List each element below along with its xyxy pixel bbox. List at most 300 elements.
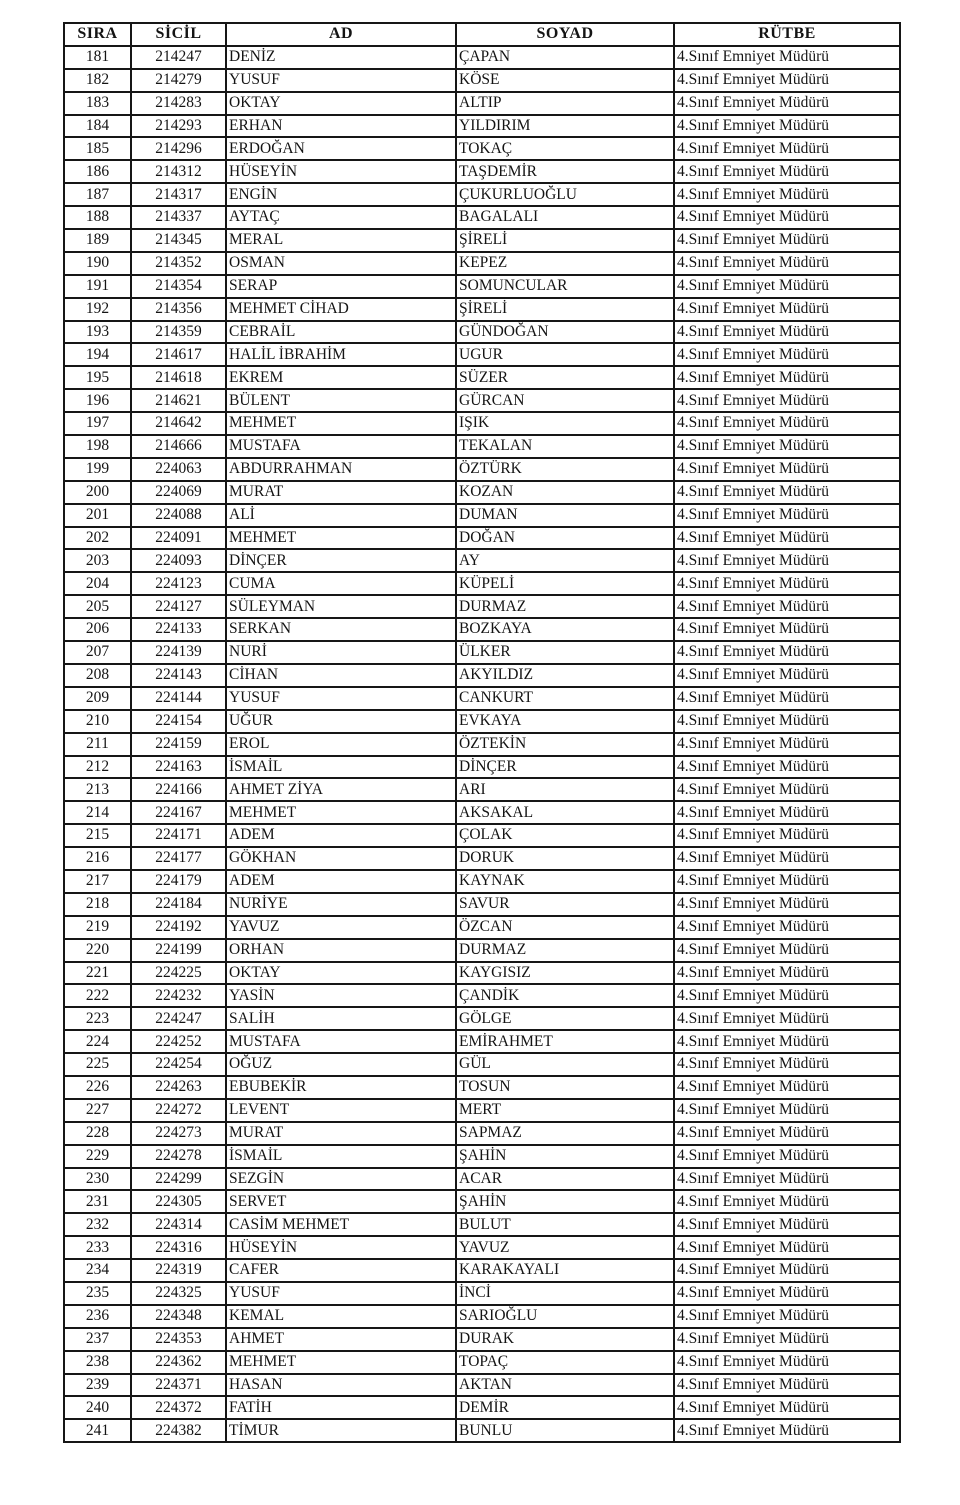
table-row <box>64 1259 900 1282</box>
sicil-cell: 224192 <box>131 916 226 939</box>
table-row <box>64 893 900 916</box>
sira-cell: 210 <box>64 710 131 733</box>
sira-cell: 189 <box>64 229 131 252</box>
sicil-cell: 224063 <box>131 458 226 481</box>
soyad-cell: MERT <box>456 1099 674 1122</box>
table-row <box>64 527 900 550</box>
sicil-cell: 224184 <box>131 893 226 916</box>
sira-cell: 225 <box>64 1053 131 1076</box>
sira-cell: 207 <box>64 641 131 664</box>
sira-cell: 214 <box>64 801 131 824</box>
sira-cell: 194 <box>64 343 131 366</box>
rutbe-cell: 4.Sınıf Emniyet Müdürü <box>674 1122 900 1145</box>
rutbe-cell: 4.Sınıf Emniyet Müdürü <box>674 504 900 527</box>
sicil-cell: 224254 <box>131 1053 226 1076</box>
sicil-cell: 224159 <box>131 733 226 756</box>
rutbe-cell: 4.Sınıf Emniyet Müdürü <box>674 115 900 138</box>
sira-cell: 199 <box>64 458 131 481</box>
ad-cell: TİMUR <box>226 1419 456 1442</box>
rutbe-cell: 4.Sınıf Emniyet Müdürü <box>674 1374 900 1397</box>
sicil-cell: 224278 <box>131 1145 226 1168</box>
ad-cell: DENİZ <box>226 46 456 69</box>
sicil-cell: 214356 <box>131 298 226 321</box>
sicil-cell: 214359 <box>131 321 226 344</box>
soyad-cell: EVKAYA <box>456 710 674 733</box>
table-row <box>64 435 900 458</box>
ad-cell: HASAN <box>226 1374 456 1397</box>
table-body <box>64 46 900 1442</box>
ad-cell: ORHAN <box>226 939 456 962</box>
table-row <box>64 847 900 870</box>
ad-cell: SÜLEYMAN <box>226 595 456 618</box>
sicil-cell: 224372 <box>131 1396 226 1419</box>
soyad-cell: SÜZER <box>456 366 674 389</box>
soyad-cell: KÜPELİ <box>456 572 674 595</box>
soyad-cell: TOPAÇ <box>456 1351 674 1374</box>
sira-cell: 230 <box>64 1168 131 1191</box>
rutbe-cell: 4.Sınıf Emniyet Müdürü <box>674 321 900 344</box>
ad-cell: MEHMET <box>226 1351 456 1374</box>
soyad-cell: DURMAZ <box>456 939 674 962</box>
table-row <box>64 137 900 160</box>
ad-cell: MERAL <box>226 229 456 252</box>
ad-cell: SERAP <box>226 275 456 298</box>
rutbe-cell: 4.Sınıf Emniyet Müdürü <box>674 298 900 321</box>
rutbe-cell: 4.Sınıf Emniyet Müdürü <box>674 595 900 618</box>
sicil-cell: 224252 <box>131 1030 226 1053</box>
table-row <box>64 160 900 183</box>
table-row <box>64 984 900 1007</box>
sira-cell: 221 <box>64 962 131 985</box>
soyad-cell: ÇOLAK <box>456 824 674 847</box>
ad-cell: İSMAİL <box>226 756 456 779</box>
sicil-cell: 214618 <box>131 366 226 389</box>
table-row <box>64 412 900 435</box>
rutbe-cell: 4.Sınıf Emniyet Müdürü <box>674 756 900 779</box>
sira-cell: 238 <box>64 1351 131 1374</box>
sira-cell: 227 <box>64 1099 131 1122</box>
soyad-cell: ÖZTEKİN <box>456 733 674 756</box>
rutbe-cell: 4.Sınıf Emniyet Müdürü <box>674 984 900 1007</box>
sira-cell: 206 <box>64 618 131 641</box>
table-row <box>64 756 900 779</box>
ad-cell: ADEM <box>226 870 456 893</box>
ad-cell: İSMAİL <box>226 1145 456 1168</box>
sicil-cell: 224319 <box>131 1259 226 1282</box>
soyad-cell: ÜLKER <box>456 641 674 664</box>
table-row <box>64 1076 900 1099</box>
soyad-cell: ÇAPAN <box>456 46 674 69</box>
rutbe-cell: 4.Sınıf Emniyet Müdürü <box>674 1007 900 1030</box>
rutbe-cell: 4.Sınıf Emniyet Müdürü <box>674 641 900 664</box>
sira-cell: 220 <box>64 939 131 962</box>
sicil-cell: 214352 <box>131 252 226 275</box>
ad-cell: CUMA <box>226 572 456 595</box>
table-row <box>64 1374 900 1397</box>
sicil-cell: 224166 <box>131 778 226 801</box>
table-row <box>64 1305 900 1328</box>
rutbe-cell: 4.Sınıf Emniyet Müdürü <box>674 664 900 687</box>
sira-cell: 216 <box>64 847 131 870</box>
table-row <box>64 549 900 572</box>
ad-cell: CASİM MEHMET <box>226 1213 456 1236</box>
sira-cell: 182 <box>64 69 131 92</box>
rutbe-cell: 4.Sınıf Emniyet Müdürü <box>674 1419 900 1442</box>
table-row <box>64 1053 900 1076</box>
rutbe-cell: 4.Sınıf Emniyet Müdürü <box>674 1282 900 1305</box>
sira-cell: 231 <box>64 1190 131 1213</box>
soyad-cell: AY <box>456 549 674 572</box>
ad-cell: DİNÇER <box>226 549 456 572</box>
table-row <box>64 824 900 847</box>
ad-cell: YUSUF <box>226 69 456 92</box>
rutbe-cell: 4.Sınıf Emniyet Müdürü <box>674 618 900 641</box>
sicil-cell: 224225 <box>131 962 226 985</box>
table-row <box>64 1328 900 1351</box>
sira-cell: 181 <box>64 46 131 69</box>
sicil-cell: 224144 <box>131 687 226 710</box>
soyad-cell: KAYNAK <box>456 870 674 893</box>
sira-cell: 209 <box>64 687 131 710</box>
soyad-cell: DORUK <box>456 847 674 870</box>
ad-cell: ERHAN <box>226 115 456 138</box>
soyad-cell: YILDIRIM <box>456 115 674 138</box>
table-row <box>64 298 900 321</box>
ad-cell: MURAT <box>226 481 456 504</box>
sicil-cell: 224139 <box>131 641 226 664</box>
rutbe-cell: 4.Sınıf Emniyet Müdürü <box>674 847 900 870</box>
sira-cell: 197 <box>64 412 131 435</box>
rutbe-cell: 4.Sınıf Emniyet Müdürü <box>674 733 900 756</box>
sicil-cell: 224353 <box>131 1328 226 1351</box>
rutbe-cell: 4.Sınıf Emniyet Müdürü <box>674 1099 900 1122</box>
sira-cell: 211 <box>64 733 131 756</box>
rutbe-cell: 4.Sınıf Emniyet Müdürü <box>674 801 900 824</box>
table-row <box>64 343 900 366</box>
ad-cell: UĞUR <box>226 710 456 733</box>
table-row <box>64 1099 900 1122</box>
table-row <box>64 366 900 389</box>
soyad-cell: DURAK <box>456 1328 674 1351</box>
ad-cell: OSMAN <box>226 252 456 275</box>
soyad-cell: ÇUKURLUOĞLU <box>456 183 674 206</box>
table-row <box>64 229 900 252</box>
sicil-cell: 224362 <box>131 1351 226 1374</box>
rutbe-cell: 4.Sınıf Emniyet Müdürü <box>674 275 900 298</box>
sira-cell: 229 <box>64 1145 131 1168</box>
sira-cell: 191 <box>64 275 131 298</box>
rutbe-cell: 4.Sınıf Emniyet Müdürü <box>674 710 900 733</box>
ad-cell: MEHMET CİHAD <box>226 298 456 321</box>
table-row <box>64 595 900 618</box>
sira-cell: 239 <box>64 1374 131 1397</box>
soyad-cell: ÇANDİK <box>456 984 674 1007</box>
table-row <box>64 92 900 115</box>
column-header-sira: SIRA <box>64 23 131 46</box>
rutbe-cell: 4.Sınıf Emniyet Müdürü <box>674 458 900 481</box>
rutbe-cell: 4.Sınıf Emniyet Müdürü <box>674 481 900 504</box>
sicil-cell: 214621 <box>131 389 226 412</box>
rutbe-cell: 4.Sınıf Emniyet Müdürü <box>674 1053 900 1076</box>
sira-cell: 205 <box>64 595 131 618</box>
sira-cell: 193 <box>64 321 131 344</box>
rutbe-cell: 4.Sınıf Emniyet Müdürü <box>674 1145 900 1168</box>
rutbe-cell: 4.Sınıf Emniyet Müdürü <box>674 1396 900 1419</box>
table-row <box>64 962 900 985</box>
soyad-cell: YAVUZ <box>456 1236 674 1259</box>
soyad-cell: AKTAN <box>456 1374 674 1397</box>
ad-cell: OKTAY <box>226 962 456 985</box>
rutbe-cell: 4.Sınıf Emniyet Müdürü <box>674 549 900 572</box>
table-row <box>64 275 900 298</box>
table-row <box>64 1419 900 1442</box>
sicil-cell: 224177 <box>131 847 226 870</box>
ad-cell: YUSUF <box>226 687 456 710</box>
soyad-cell: BAGALALI <box>456 206 674 229</box>
rutbe-cell: 4.Sınıf Emniyet Müdürü <box>674 778 900 801</box>
ad-cell: MEHMET <box>226 412 456 435</box>
ad-cell: EROL <box>226 733 456 756</box>
table-row <box>64 572 900 595</box>
ad-cell: ABDURRAHMAN <box>226 458 456 481</box>
sicil-cell: 224263 <box>131 1076 226 1099</box>
column-header-rutbe: RÜTBE <box>674 23 900 46</box>
soyad-cell: TEKALAN <box>456 435 674 458</box>
soyad-cell: EMİRAHMET <box>456 1030 674 1053</box>
sicil-cell: 224199 <box>131 939 226 962</box>
rutbe-cell: 4.Sınıf Emniyet Müdürü <box>674 137 900 160</box>
rutbe-cell: 4.Sınıf Emniyet Müdürü <box>674 916 900 939</box>
rutbe-cell: 4.Sınıf Emniyet Müdürü <box>674 366 900 389</box>
sira-cell: 217 <box>64 870 131 893</box>
soyad-cell: KARAKAYALI <box>456 1259 674 1282</box>
soyad-cell: SOMUNCULAR <box>456 275 674 298</box>
sicil-cell: 224167 <box>131 801 226 824</box>
rutbe-cell: 4.Sınıf Emniyet Müdürü <box>674 92 900 115</box>
sicil-cell: 224316 <box>131 1236 226 1259</box>
table-row <box>64 1396 900 1419</box>
rutbe-cell: 4.Sınıf Emniyet Müdürü <box>674 412 900 435</box>
ad-cell: CEBRAİL <box>226 321 456 344</box>
table-row <box>64 733 900 756</box>
sira-cell: 202 <box>64 527 131 550</box>
sira-cell: 198 <box>64 435 131 458</box>
soyad-cell: DURMAZ <box>456 595 674 618</box>
rutbe-cell: 4.Sınıf Emniyet Müdürü <box>674 46 900 69</box>
soyad-cell: CANKURT <box>456 687 674 710</box>
soyad-cell: GÖLGE <box>456 1007 674 1030</box>
soyad-cell: AKSAKAL <box>456 801 674 824</box>
soyad-cell: DUMAN <box>456 504 674 527</box>
table-row <box>64 778 900 801</box>
sicil-cell: 224273 <box>131 1122 226 1145</box>
ad-cell: SEZGİN <box>226 1168 456 1191</box>
sira-cell: 204 <box>64 572 131 595</box>
table-row <box>64 1282 900 1305</box>
sira-cell: 185 <box>64 137 131 160</box>
rutbe-cell: 4.Sınıf Emniyet Müdürü <box>674 527 900 550</box>
ad-cell: OKTAY <box>226 92 456 115</box>
table-row <box>64 458 900 481</box>
soyad-cell: TAŞDEMİR <box>456 160 674 183</box>
sira-cell: 232 <box>64 1213 131 1236</box>
ad-cell: LEVENT <box>226 1099 456 1122</box>
rutbe-cell: 4.Sınıf Emniyet Müdürü <box>674 893 900 916</box>
rutbe-cell: 4.Sınıf Emniyet Müdürü <box>674 435 900 458</box>
sira-cell: 188 <box>64 206 131 229</box>
soyad-cell: IŞIK <box>456 412 674 435</box>
ad-cell: MUSTAFA <box>226 435 456 458</box>
sicil-cell: 214296 <box>131 137 226 160</box>
sira-cell: 223 <box>64 1007 131 1030</box>
rutbe-cell: 4.Sınıf Emniyet Müdürü <box>674 229 900 252</box>
table-row <box>64 183 900 206</box>
column-header-ad: AD <box>226 23 456 46</box>
rutbe-cell: 4.Sınıf Emniyet Müdürü <box>674 1213 900 1236</box>
soyad-cell: GÜL <box>456 1053 674 1076</box>
rutbe-cell: 4.Sınıf Emniyet Müdürü <box>674 1259 900 1282</box>
personnel-roster-table <box>63 22 901 1443</box>
soyad-cell: ÖZCAN <box>456 916 674 939</box>
rutbe-cell: 4.Sınıf Emniyet Müdürü <box>674 206 900 229</box>
rutbe-cell: 4.Sınıf Emniyet Müdürü <box>674 160 900 183</box>
soyad-cell: TOKAÇ <box>456 137 674 160</box>
sicil-cell: 214354 <box>131 275 226 298</box>
ad-cell: ERDOĞAN <box>226 137 456 160</box>
rutbe-cell: 4.Sınıf Emniyet Müdürü <box>674 939 900 962</box>
rutbe-cell: 4.Sınıf Emniyet Müdürü <box>674 870 900 893</box>
sira-cell: 186 <box>64 160 131 183</box>
sira-cell: 195 <box>64 366 131 389</box>
rutbe-cell: 4.Sınıf Emniyet Müdürü <box>674 1351 900 1374</box>
sira-cell: 192 <box>64 298 131 321</box>
sicil-cell: 224154 <box>131 710 226 733</box>
sicil-cell: 224093 <box>131 549 226 572</box>
sira-cell: 184 <box>64 115 131 138</box>
table-row <box>64 252 900 275</box>
sira-cell: 234 <box>64 1259 131 1282</box>
column-header-soyad: SOYAD <box>456 23 674 46</box>
soyad-cell: GÜNDOĞAN <box>456 321 674 344</box>
ad-cell: NURİYE <box>226 893 456 916</box>
ad-cell: BÜLENT <box>226 389 456 412</box>
table-row <box>64 1007 900 1030</box>
soyad-cell: SAVUR <box>456 893 674 916</box>
sicil-cell: 224348 <box>131 1305 226 1328</box>
sicil-cell: 214317 <box>131 183 226 206</box>
ad-cell: HÜSEYİN <box>226 1236 456 1259</box>
ad-cell: AHMET ZİYA <box>226 778 456 801</box>
sira-cell: 233 <box>64 1236 131 1259</box>
ad-cell: MURAT <box>226 1122 456 1145</box>
sira-cell: 213 <box>64 778 131 801</box>
ad-cell: AHMET <box>226 1328 456 1351</box>
table-row <box>64 1190 900 1213</box>
soyad-cell: ÖZTÜRK <box>456 458 674 481</box>
soyad-cell: SAPMAZ <box>456 1122 674 1145</box>
sicil-cell: 224123 <box>131 572 226 595</box>
soyad-cell: AKYILDIZ <box>456 664 674 687</box>
sira-cell: 212 <box>64 756 131 779</box>
table-row <box>64 664 900 687</box>
ad-cell: KEMAL <box>226 1305 456 1328</box>
table-row <box>64 1145 900 1168</box>
ad-cell: CAFER <box>226 1259 456 1282</box>
table-row <box>64 389 900 412</box>
table-header-row <box>64 23 900 46</box>
sicil-cell: 224127 <box>131 595 226 618</box>
sicil-cell: 224371 <box>131 1374 226 1397</box>
table-row <box>64 1122 900 1145</box>
sicil-cell: 224325 <box>131 1282 226 1305</box>
table-row <box>64 206 900 229</box>
rutbe-cell: 4.Sınıf Emniyet Müdürü <box>674 824 900 847</box>
table-row <box>64 618 900 641</box>
sicil-cell: 214642 <box>131 412 226 435</box>
ad-cell: EBUBEKİR <box>226 1076 456 1099</box>
sira-cell: 237 <box>64 1328 131 1351</box>
table-row <box>64 801 900 824</box>
soyad-cell: KÖSE <box>456 69 674 92</box>
sira-cell: 203 <box>64 549 131 572</box>
ad-cell: SALİH <box>226 1007 456 1030</box>
soyad-cell: KAYGISIZ <box>456 962 674 985</box>
ad-cell: FATİH <box>226 1396 456 1419</box>
sicil-cell: 224143 <box>131 664 226 687</box>
rutbe-cell: 4.Sınıf Emniyet Müdürü <box>674 1168 900 1191</box>
soyad-cell: BOZKAYA <box>456 618 674 641</box>
sicil-cell: 224232 <box>131 984 226 1007</box>
table-row <box>64 1168 900 1191</box>
ad-cell: MUSTAFA <box>226 1030 456 1053</box>
sicil-cell: 214247 <box>131 46 226 69</box>
table-row <box>64 321 900 344</box>
sicil-cell: 214293 <box>131 115 226 138</box>
soyad-cell: ŞİRELİ <box>456 229 674 252</box>
soyad-cell: DEMİR <box>456 1396 674 1419</box>
soyad-cell: ACAR <box>456 1168 674 1191</box>
rutbe-cell: 4.Sınıf Emniyet Müdürü <box>674 962 900 985</box>
sira-cell: 226 <box>64 1076 131 1099</box>
soyad-cell: ALTIP <box>456 92 674 115</box>
sira-cell: 241 <box>64 1419 131 1442</box>
ad-cell: NURİ <box>226 641 456 664</box>
sicil-cell: 224272 <box>131 1099 226 1122</box>
soyad-cell: DOĞAN <box>456 527 674 550</box>
ad-cell: YUSUF <box>226 1282 456 1305</box>
sicil-cell: 224314 <box>131 1213 226 1236</box>
sicil-cell: 214312 <box>131 160 226 183</box>
sira-cell: 222 <box>64 984 131 1007</box>
sira-cell: 183 <box>64 92 131 115</box>
ad-cell: AYTAÇ <box>226 206 456 229</box>
soyad-cell: BUNLU <box>456 1419 674 1442</box>
sira-cell: 218 <box>64 893 131 916</box>
table-row <box>64 46 900 69</box>
soyad-cell: UGUR <box>456 343 674 366</box>
ad-cell: SERKAN <box>226 618 456 641</box>
ad-cell: CİHAN <box>226 664 456 687</box>
soyad-cell: KEPEZ <box>456 252 674 275</box>
rutbe-cell: 4.Sınıf Emniyet Müdürü <box>674 252 900 275</box>
ad-cell: ENGİN <box>226 183 456 206</box>
sira-cell: 235 <box>64 1282 131 1305</box>
rutbe-cell: 4.Sınıf Emniyet Müdürü <box>674 1305 900 1328</box>
ad-cell: ALİ <box>226 504 456 527</box>
rutbe-cell: 4.Sınıf Emniyet Müdürü <box>674 1328 900 1351</box>
table-row <box>64 916 900 939</box>
sicil-cell: 214617 <box>131 343 226 366</box>
